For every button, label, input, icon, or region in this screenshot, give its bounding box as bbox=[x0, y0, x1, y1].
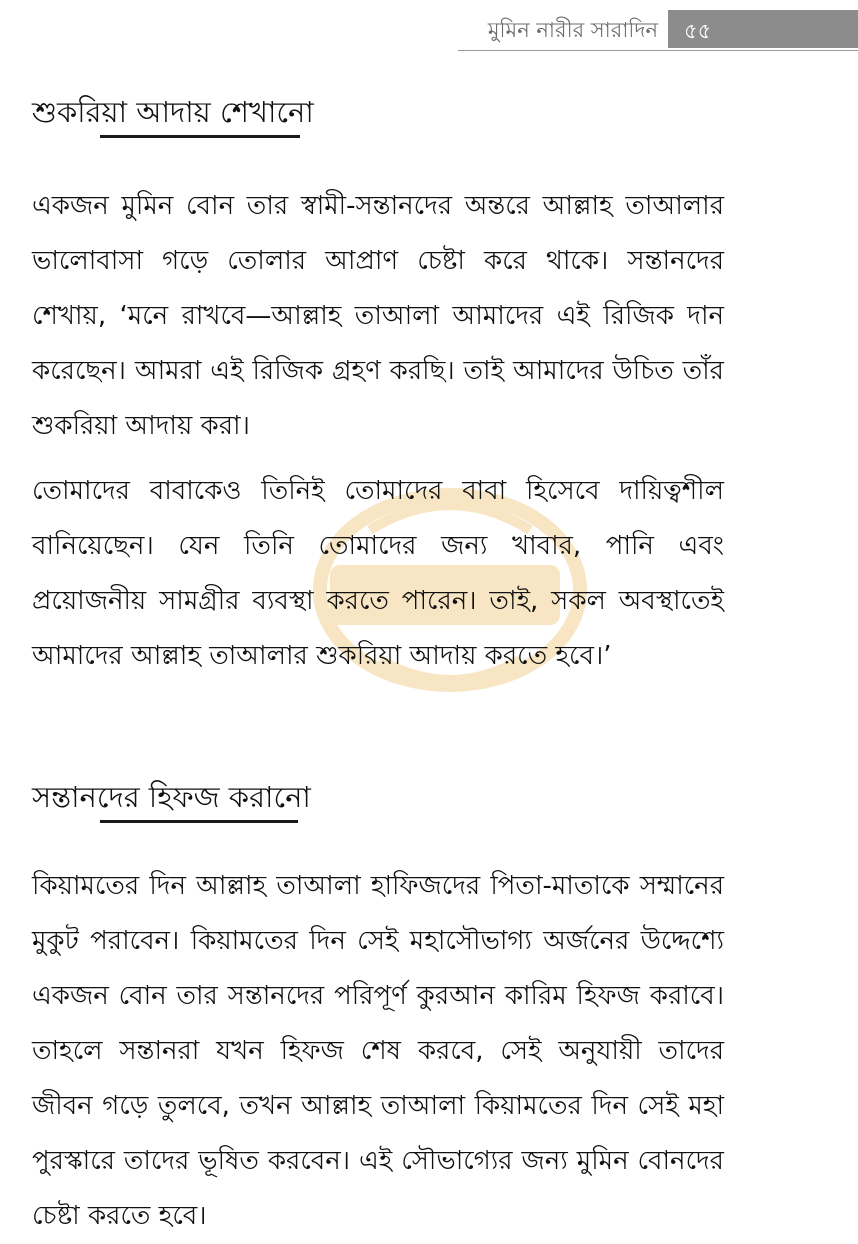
paragraph: তোমাদের বাবাকেও তিনিই তোমাদের বাবা হিসেবে দায়িত্বশীল বানিয়েছেন। যেন তিনি তোমাদের জন্য খাবার, পানি এবং প্রয়োজনীয় সামগ্রীর ব্যবস্থা করতে পারেন। তাই, সকল অবস্থাতেই আমাদের আল্লাহ তাআলার শুকরিয়া আদায় করতে হবে।’ bbox=[32, 476, 724, 671]
paragraph: কিয়ামতের দিন আল্লাহ তাআলা হাফিজদের পিতা-মাতাকে সম্মানের মুকুট পরাবেন। কিয়ামতের দিন সেই মহাসৌভাগ্য অর্জনের উদ্দেশ্যে একজন বোন তার সন্তানদের পরিপূর্ণ কুরআন কারিম হিফজ করাবে। তাহলে সন্তানরা যখন হিফজ শেষ করবে, সেই অনুযায়ী তাদের জীবন গড়ে তুলবে, তখন আল্লাহ তাআলা কিয়ামতের দিন সেই মহা পুরস্কারে তাদের ভূষিত করবেন। এই সৌভাগ্যের জন্য মুমিন বোনদের চেষ্টা করতে হবে। bbox=[32, 871, 724, 1231]
page-number-box bbox=[668, 10, 858, 48]
header-rule bbox=[458, 50, 858, 51]
heading-underline bbox=[100, 135, 300, 138]
section-heading-hifz: সন্তানদের হিফজ করানো bbox=[32, 780, 311, 814]
paragraph: একজন মুমিন বোন তার স্বামী-সন্তানদের অন্তরে আল্লাহ তাআলার ভালোবাসা গড়ে তোলার আপ্রাণ চেষ্টা করে থাকে। সন্তানদের শেখায়, ‘মনে রাখবে—আল্লাহ তাআলা আমাদের এই রিজিক দান করেছেন। আমরা এই রিজিক গ্রহণ করছি। তাই আমাদের উচিত তাঁর শুকরিয়া আদায় করা। bbox=[32, 191, 724, 441]
running-header bbox=[458, 10, 858, 48]
section-heading-gratitude: শুকরিয়া আদায় শেখানো bbox=[32, 95, 314, 129]
page-number: ৫৫ bbox=[684, 19, 712, 43]
heading-underline bbox=[100, 820, 298, 823]
book-title: মুমিন নারীর সারাদিন bbox=[487, 18, 658, 42]
